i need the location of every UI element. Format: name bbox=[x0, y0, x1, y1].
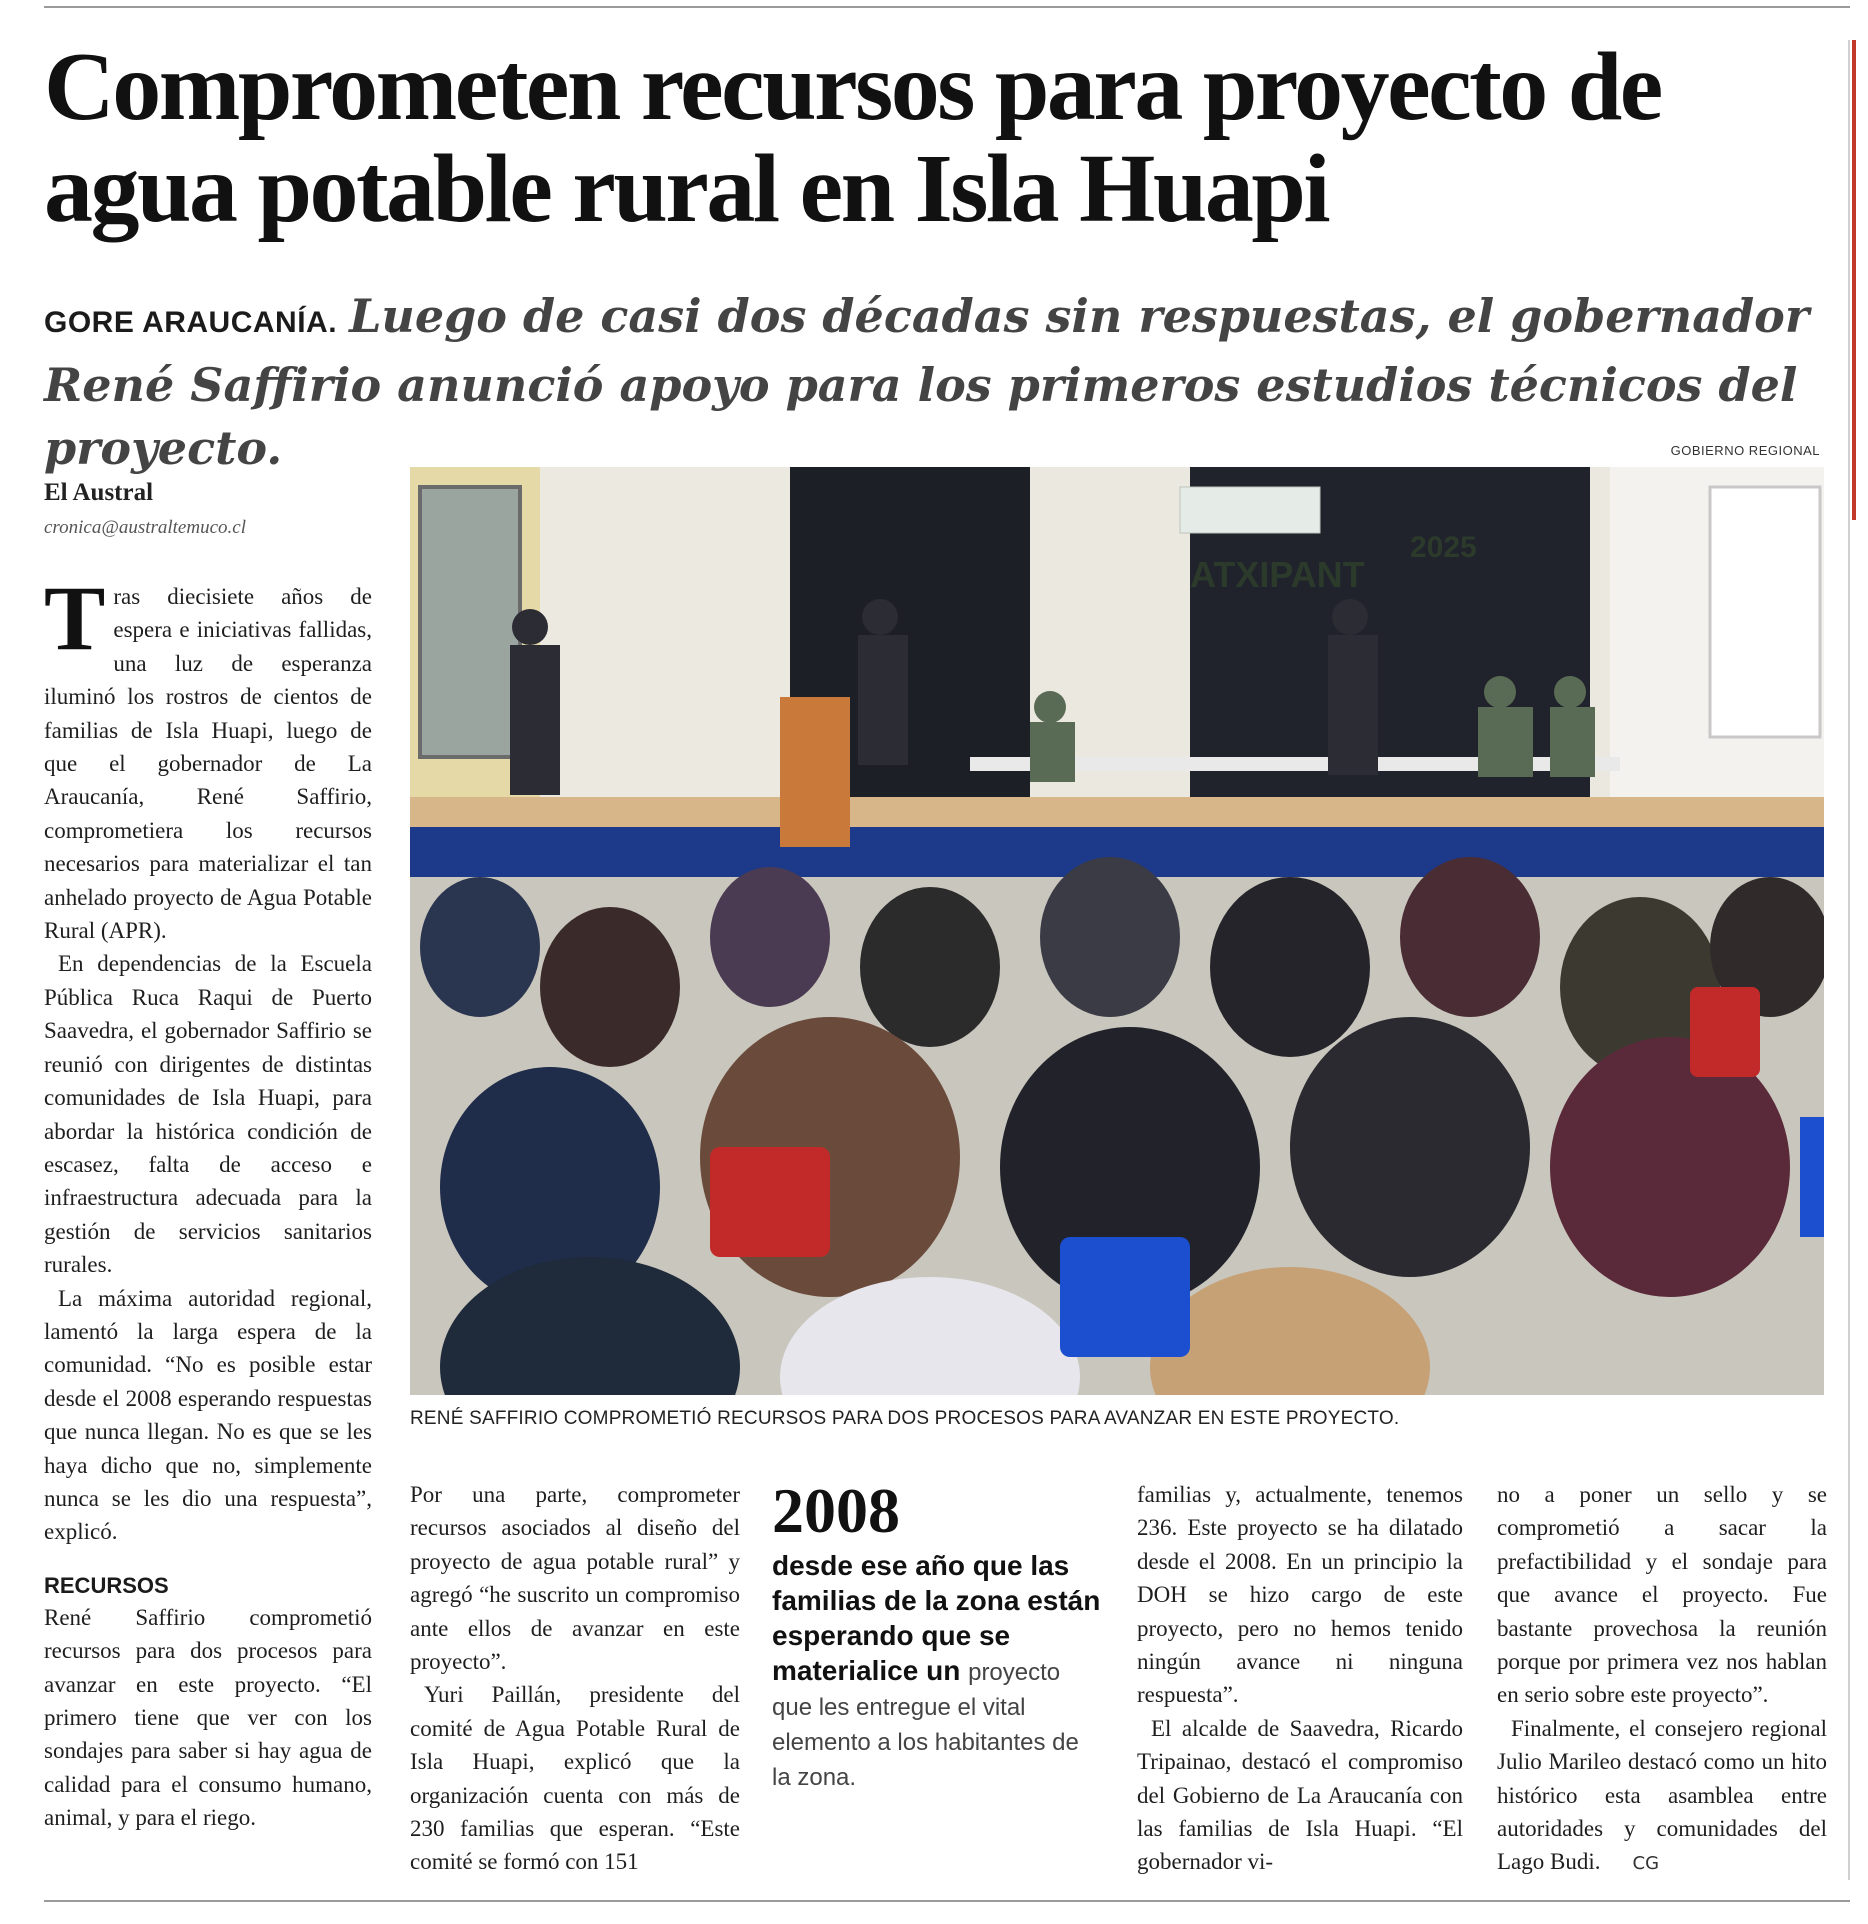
photo-banner-text: ATXIPANT bbox=[1190, 554, 1365, 595]
paragraph-3: La máxima autoridad regional, lamentó la larga espera de la comunidad. “No es posible estar desde el 2008 esperando respuestas que nunca llegan. No es que se les haya dicho que no, simplemente nunca se les dio una respuesta”, explicó. bbox=[44, 1285, 372, 1545]
paragraph-8: El alcalde de Saavedra, Ricardo Tripainao, destacó el compromiso del Gobierno de La Araucanía con las familias de Isla Huapi. “El gobernador vi- bbox=[1137, 1715, 1463, 1875]
article-column-4 bbox=[1497, 1478, 1827, 1881]
column-divider bbox=[1848, 40, 1850, 1880]
end-mark: CG bbox=[1632, 1853, 1660, 1875]
drop-cap: T bbox=[44, 567, 106, 669]
paragraph-1-text: ras diecisiete años de espera e iniciativas fallidas, una luz de esperanza iluminó los rostros de cientos de familias de Isla Huapi, luego de que el gobernador de La Araucanía, René Saffirio, comprometiera los recursos necesarios para materializar el tan anhelado proyecto de Agua Potable Rural (APR). bbox=[44, 584, 372, 944]
paragraph-6: Yuri Paillán, presidente del comité de Agua Potable Rural de Isla Huapi, explicó que la organización cuenta con más de 230 familias que esperan. “Este comité se formó con 151 bbox=[410, 1682, 740, 1875]
bottom-rule bbox=[44, 1900, 1850, 1902]
adjacent-red-strip bbox=[1852, 40, 1856, 520]
paragraph-10 bbox=[1497, 1712, 1827, 1881]
adjacent-page-edge bbox=[1852, 40, 1868, 1890]
article-column-1 bbox=[44, 567, 372, 1835]
byline bbox=[44, 479, 246, 539]
article-photo bbox=[410, 467, 1824, 1395]
pull-quote bbox=[772, 1475, 1102, 1793]
paragraph-4: René Saffirio comprometió recursos para dos procesos para avanzar en este proyecto. “El primero tiene que ver con los sondajes para saber si hay agua de calidad para el consumo humano, animal, y para el riego. bbox=[44, 1604, 372, 1831]
deck-text: Luego de casi dos décadas sin respuestas, el gobernador René Saffirio anunció apoyo para los primeros estudios técnicos del proyecto. bbox=[44, 289, 1810, 475]
article-deck bbox=[44, 285, 1834, 480]
byline-author: El Austral bbox=[44, 479, 154, 506]
article-column-2 bbox=[410, 1478, 740, 1879]
pull-quote-bold: desde ese año que las familias de la zona están esperando que se materialice un bbox=[772, 1550, 1101, 1686]
photo-credit: GOBIERNO REGIONAL bbox=[1670, 443, 1820, 458]
top-rule bbox=[44, 6, 1850, 8]
paragraph-10-text: Finalmente, el consejero regional Julio Marileo destacó como un hito histórico esta asamblea entre autoridades y comunidades del Lago Budi. bbox=[1497, 1715, 1827, 1875]
paragraph-7: familias y, actualmente, tenemos 236. Este proyecto se ha dilatado desde el 2008. En un principio la DOH se hizo cargo de este proyecto, pero no hemos tenido ningún avance ni ninguna respuesta”. bbox=[1137, 1482, 1463, 1708]
meeting-photo-illustration bbox=[410, 467, 1824, 1395]
article-headline: Comprometen recursos para proyecto de agua potable rural en Isla Huapi bbox=[44, 33, 1661, 243]
byline-email[interactable]: cronica@australtemuco.cl bbox=[44, 517, 246, 538]
deck-kicker: GORE ARAUCANÍA. bbox=[44, 306, 338, 339]
photo-caption: RENÉ SAFFIRIO COMPROMETIÓ RECURSOS PARA DOS PROCESOS PARA AVANZAR EN ESTE PROYECTO. bbox=[410, 1408, 1400, 1429]
pull-quote-light: proyecto que les entregue el vital elemento a los habitantes de la zona. bbox=[772, 1659, 1079, 1791]
paragraph-1 bbox=[44, 567, 372, 947]
paragraph-5: Por una parte, comprometer recursos asociados al diseño del proyecto de agua potable rural” y agregó “he suscrito un compromiso ante ellos de avanzar en este proyecto”. bbox=[410, 1482, 740, 1675]
photo-year-text: 2025 bbox=[1410, 531, 1477, 564]
section-subhead: RECURSOS bbox=[44, 1572, 169, 1598]
article-column-3 bbox=[1137, 1478, 1463, 1879]
pull-quote-number: 2008 bbox=[772, 1475, 900, 1546]
paragraph-2: En dependencias de la Escuela Pública Ruca Raqui de Puerto Saavedra, el gobernador Saffirio se reunió con dirigentes de distintas comunidades de Isla Huapi, para abordar la histórica condición de escasez, falta de acceso e infraestructura adecuada para la gestión de servicios sanitarios rurales. bbox=[44, 951, 372, 1278]
pull-quote-text bbox=[772, 1548, 1102, 1793]
paragraph-9: no a poner un sello y se comprometió a sacar la prefactibilidad y el sondaje para que avance el proyecto. Fue bastante provechosa la reunión porque por primera vez nos hablan en serio sobre este proyecto”. bbox=[1497, 1482, 1827, 1708]
